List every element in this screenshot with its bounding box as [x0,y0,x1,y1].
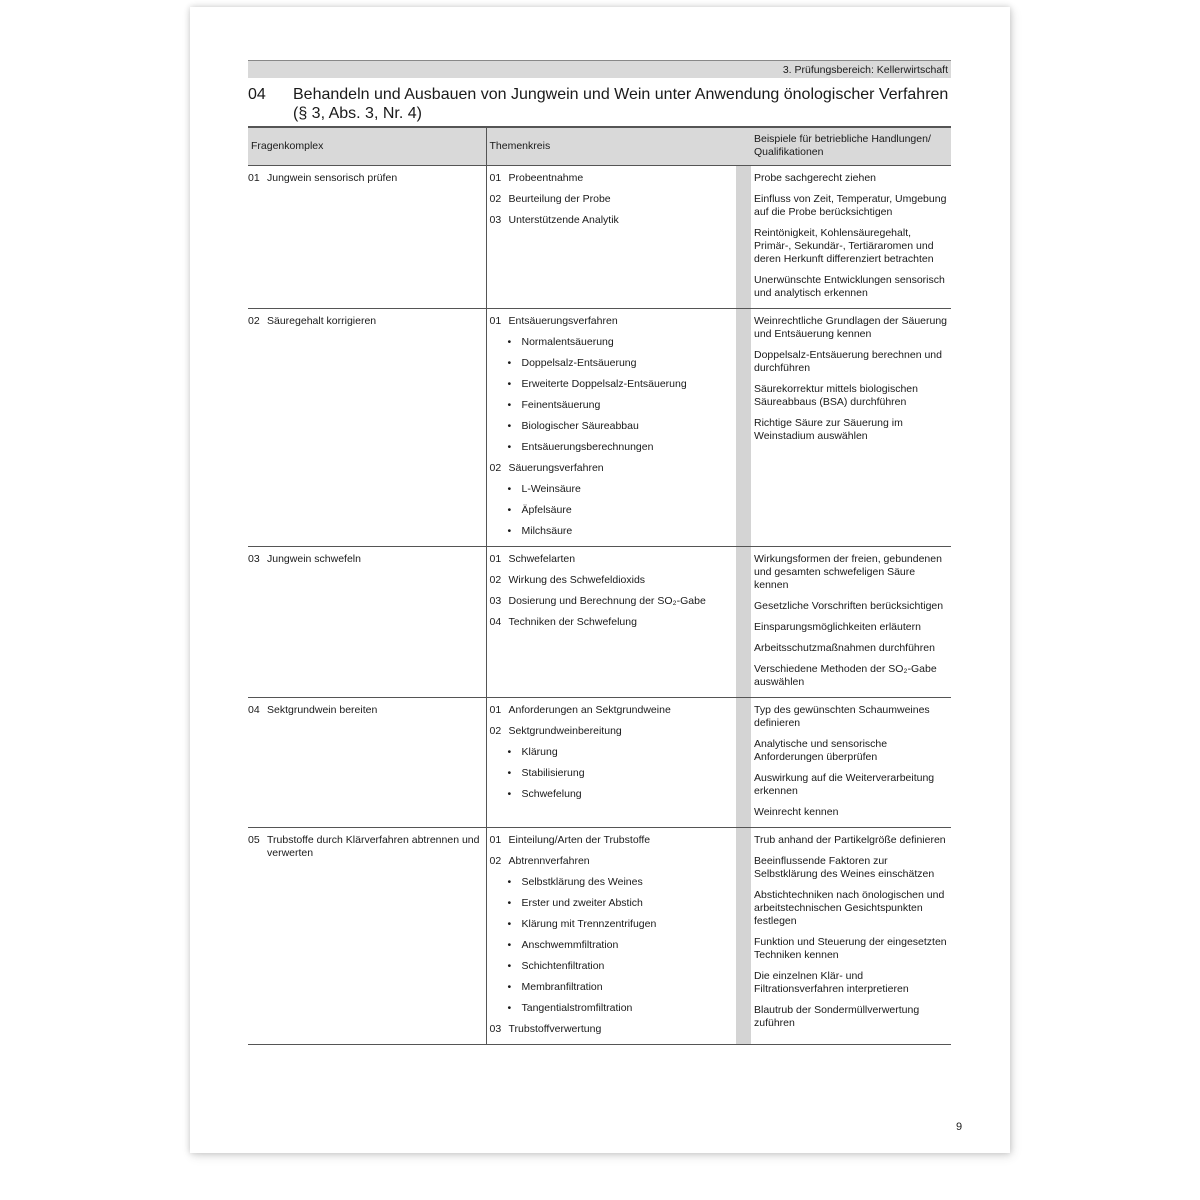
bullet-icon: • [507,959,512,972]
bullet-icon: • [507,524,512,537]
beispiel-item: Weinrechtliche Grundlagen der Säuerung und Entsäuerung kennen [754,314,948,340]
themenkreis-subitem [490,981,737,1002]
themenkreis-subitem-label: Doppelsalz-Entsäuerung [521,356,637,369]
bullet-icon: • [507,503,512,516]
beispiele-cell [751,827,951,1044]
bullet-icon: • [507,398,512,411]
fragenkomplex-cell [248,546,486,697]
themenkreis-item [490,214,737,235]
beispiel-item: Einsparungsmöglichkeiten erläutern [754,620,921,633]
bullet-icon: • [507,745,512,758]
themenkreis-item [490,1023,737,1044]
beispiel-item: Unerwünschte Entwicklungen sensorisch und analytisch erkennen [754,273,945,299]
fragenkomplex-number: 03 [248,552,260,565]
themenkreis-label: Entsäuerungsverfahren [508,314,618,327]
header-beispiele: Beispiele für betriebliche Handlungen/ Qualifikationen [751,127,951,165]
fragenkomplex-title: Trubstoffe durch Klärverfahren abtrennen und verwerten [267,833,480,859]
themenkreis-item [490,553,737,574]
themenkreis-label: Säuerungsverfahren [508,461,604,474]
themenkreis-label: Einteilung/Arten der Trubstoffe [508,833,651,846]
themenkreis-label: Unterstützende Analytik [508,213,619,226]
beispiele-cell [751,697,951,827]
bullet-icon: • [507,766,512,779]
beispiele-cell [751,165,951,308]
themenkreis-subitem [490,336,737,357]
themenkreis-subitem [490,504,737,525]
themenkreis-cell [486,827,736,1044]
beispiel-item: Richtige Säure zur Säuerung im Weinstadium auswählen [754,416,903,442]
themenkreis-item [490,462,737,483]
themenkreis-label: Beurteilung der Probe [508,192,611,205]
beispiel-item: Einfluss von Zeit, Temperatur, Umgebung auf die Probe berücksichtigen [754,192,947,218]
bullet-icon: • [507,875,512,888]
fragenkomplex-title: Sektgrundwein bereiten [267,703,378,716]
beispiel-item: Säurekorrektur mittels biologischen Säureabbaus (BSA) durchführen [754,382,918,408]
themenkreis-subitem-label: Stabilisierung [521,766,585,779]
bullet-icon: • [507,917,512,930]
themenkreis-subitem-label: Äpfelsäure [521,503,572,516]
fragenkomplex-cell [248,697,486,827]
bullet-icon: • [507,896,512,909]
themenkreis-number: 02 [489,854,502,867]
themenkreis-subitem-label: Entsäuerungsberechnungen [521,440,654,453]
fragenkomplex-number: 01 [248,171,260,184]
beispiel-item: Doppelsalz-Entsäuerung berechnen und durchführen [754,348,942,374]
themenkreis-subitem [490,897,737,918]
themenkreis-item [490,616,737,637]
themenkreis-subitem-label: Normalentsäuerung [521,335,614,348]
beispiel-item: Weinrecht kennen [754,805,839,818]
beispiel-item: Arbeitsschutzmaßnahmen durchführen [754,641,935,654]
themenkreis-cell [486,546,736,697]
beispiel-item: Wirkungsformen der freien, gebundenen und gesamten schwefeligen Säure kennen [754,552,942,591]
themenkreis-subitem-label: Anschwemmfiltration [521,938,619,951]
themenkreis-number: 01 [489,314,502,327]
themenkreis-subitem-label: Schichtenfiltration [521,959,605,972]
themenkreis-label: Dosierung und Berechnung der SO₂-Gabe [508,594,706,607]
gap-column-cell [736,697,751,827]
themenkreis-item [490,193,737,214]
themenkreis-subitem [490,939,737,960]
beispiel-item: Reintönigkeit, Kohlensäuregehalt, Primär-, Sekundär-, Tertiäraromen und deren Herkunft differenziert betrachten [754,226,934,265]
document-page [190,7,1010,1153]
beispiel-item: Trub anhand der Partikelgröße definieren [754,833,946,846]
fragenkomplex-cell [248,165,486,308]
themenkreis-subitem [490,767,737,788]
bullet-icon: • [507,787,512,800]
beispiel-item: Typ des gewünschten Schaumweines definieren [754,703,930,729]
themenkreis-cell [486,165,736,308]
themenkreis-number: 01 [489,833,502,846]
fragenkomplex-cell [248,308,486,546]
header-themenkreis: Themenkreis [486,127,736,165]
themenkreis-label: Sektgrundweinbereitung [508,724,622,737]
themenkreis-subitem [490,483,737,504]
beispiel-item: Auswirkung auf die Weiterverarbeitung erkennen [754,771,935,797]
themenkreis-subitem-label: L-Weinsäure [521,482,581,495]
themenkreis-subitem-label: Membranfiltration [521,980,603,993]
themenkreis-subitem [490,1002,737,1023]
themenkreis-subitem [490,420,737,441]
themenkreis-label: Wirkung des Schwefeldioxids [508,573,646,586]
fragenkomplex-title: Jungwein schwefeln [267,552,361,565]
themenkreis-number: 03 [489,213,502,226]
themenkreis-subitem [490,378,737,399]
themenkreis-subitem [490,399,737,420]
fragenkomplex-title: Säuregehalt korrigieren [267,314,377,327]
themenkreis-label: Schwefelarten [508,552,576,565]
themenkreis-subitem [490,441,737,462]
bullet-icon: • [507,377,512,390]
themenkreis-cell [486,308,736,546]
fragenkomplex-number: 04 [248,703,260,716]
themenkreis-cell [486,697,736,827]
themenkreis-number: 02 [489,573,502,586]
bullet-icon: • [507,938,512,951]
curriculum-table [248,126,951,1045]
themenkreis-subitem-label: Milchsäure [521,524,573,537]
beispiele-cell [751,308,951,546]
themenkreis-subitem-label: Tangentialstromfiltration [521,1001,633,1014]
themenkreis-subitem [490,918,737,939]
themenkreis-number: 02 [489,192,502,205]
section-header-band: 3. Prüfungsbereich: Kellerwirtschaft [248,60,951,78]
themenkreis-label: Abtrennverfahren [508,854,590,867]
themenkreis-subitem-label: Klärung [521,745,558,758]
themenkreis-subitem-label: Biologischer Säureabbau [521,419,639,432]
themenkreis-item [490,855,737,876]
themenkreis-label: Probeentnahme [508,171,584,184]
beispiel-item: Die einzelnen Klär- und Filtrationsverfahren interpretieren [754,969,909,995]
themenkreis-label: Techniken der Schwefelung [508,615,637,628]
table-row [248,827,951,1044]
bullet-icon: • [507,980,512,993]
beispiel-item: Analytische und sensorische Anforderungen überprüfen [754,737,888,763]
themenkreis-subitem [490,525,737,546]
bullet-icon: • [507,482,512,495]
section-number: 04 [248,86,266,103]
themenkreis-item [490,834,737,855]
beispiel-item: Verschiedene Methoden der SO₂-Gabe auswählen [754,662,937,688]
themenkreis-item [490,172,737,193]
themenkreis-subitem [490,357,737,378]
header-gap [736,127,751,165]
themenkreis-number: 03 [489,1022,502,1035]
gap-column-cell [736,308,751,546]
bullet-icon: • [507,356,512,369]
themenkreis-item [490,725,737,746]
fragenkomplex-cell [248,827,486,1044]
themenkreis-number: 02 [489,724,502,737]
bullet-icon: • [507,440,512,453]
themenkreis-item [490,574,737,595]
themenkreis-number: 01 [489,703,502,716]
section-title: Behandeln und Ausbauen von Jungwein und Wein unter Anwendung önologischer Verfahren (§ 3, Abs. 3, Nr. 4) [293,86,949,122]
themenkreis-subitem-label: Erster und zweiter Abstich [521,896,643,909]
beispiel-item: Gesetzliche Vorschriften berücksichtigen [754,599,944,612]
gap-column-cell [736,827,751,1044]
page-number: 9 [956,1121,963,1133]
fragenkomplex-number: 02 [248,314,260,327]
beispiel-item: Probe sachgerecht ziehen [754,171,876,184]
table-row [248,165,951,308]
themenkreis-subitem-label: Selbstklärung des Weines [521,875,643,888]
themenkreis-subitem-label: Erweiterte Doppelsalz-Entsäuerung [521,377,687,390]
beispiele-cell [751,546,951,697]
themenkreis-label: Anforderungen an Sektgrundweine [508,703,671,716]
themenkreis-subitem [490,876,737,897]
themenkreis-subitem [490,960,737,981]
bullet-icon: • [507,1001,512,1014]
themenkreis-number: 04 [489,615,502,628]
themenkreis-number: 01 [489,552,502,565]
themenkreis-item [490,595,737,616]
table-body [248,165,951,1044]
themenkreis-subitem-label: Schwefelung [521,787,582,800]
themenkreis-number: 02 [489,461,502,474]
beispiel-item: Blautrub der Sondermüllverwertung zuführen [754,1003,920,1029]
themenkreis-subitem-label: Klärung mit Trennzentrifugen [521,917,657,930]
themenkreis-item [490,704,737,725]
gap-column-cell [736,546,751,697]
themenkreis-number: 03 [489,594,502,607]
gap-column-cell [736,165,751,308]
table-row [248,697,951,827]
fragenkomplex-number: 05 [248,833,260,846]
themenkreis-label: Trubstoffverwertung [508,1022,602,1035]
themenkreis-item [490,315,737,336]
fragenkomplex-title: Jungwein sensorisch prüfen [267,171,398,184]
bullet-icon: • [507,419,512,432]
themenkreis-number: 01 [489,171,502,184]
header-fragenkomplex: Fragenkomplex [248,127,486,165]
table-row [248,546,951,697]
bullet-icon: • [507,335,512,348]
beispiel-item: Abstichtechniken nach önologischen und arbeitstechnischen Gesichtspunkten festlegen [754,888,945,927]
beispiel-item: Beeinflussende Faktoren zur Selbstklärung des Weines einschätzen [754,854,935,880]
themenkreis-subitem [490,746,737,767]
beispiel-item: Funktion und Steuerung der eingesetzten Techniken kennen [754,935,947,961]
themenkreis-subitem [490,788,737,809]
themenkreis-subitem-label: Feinentsäuerung [521,398,601,411]
table-row [248,308,951,546]
table-header-row [248,127,951,165]
